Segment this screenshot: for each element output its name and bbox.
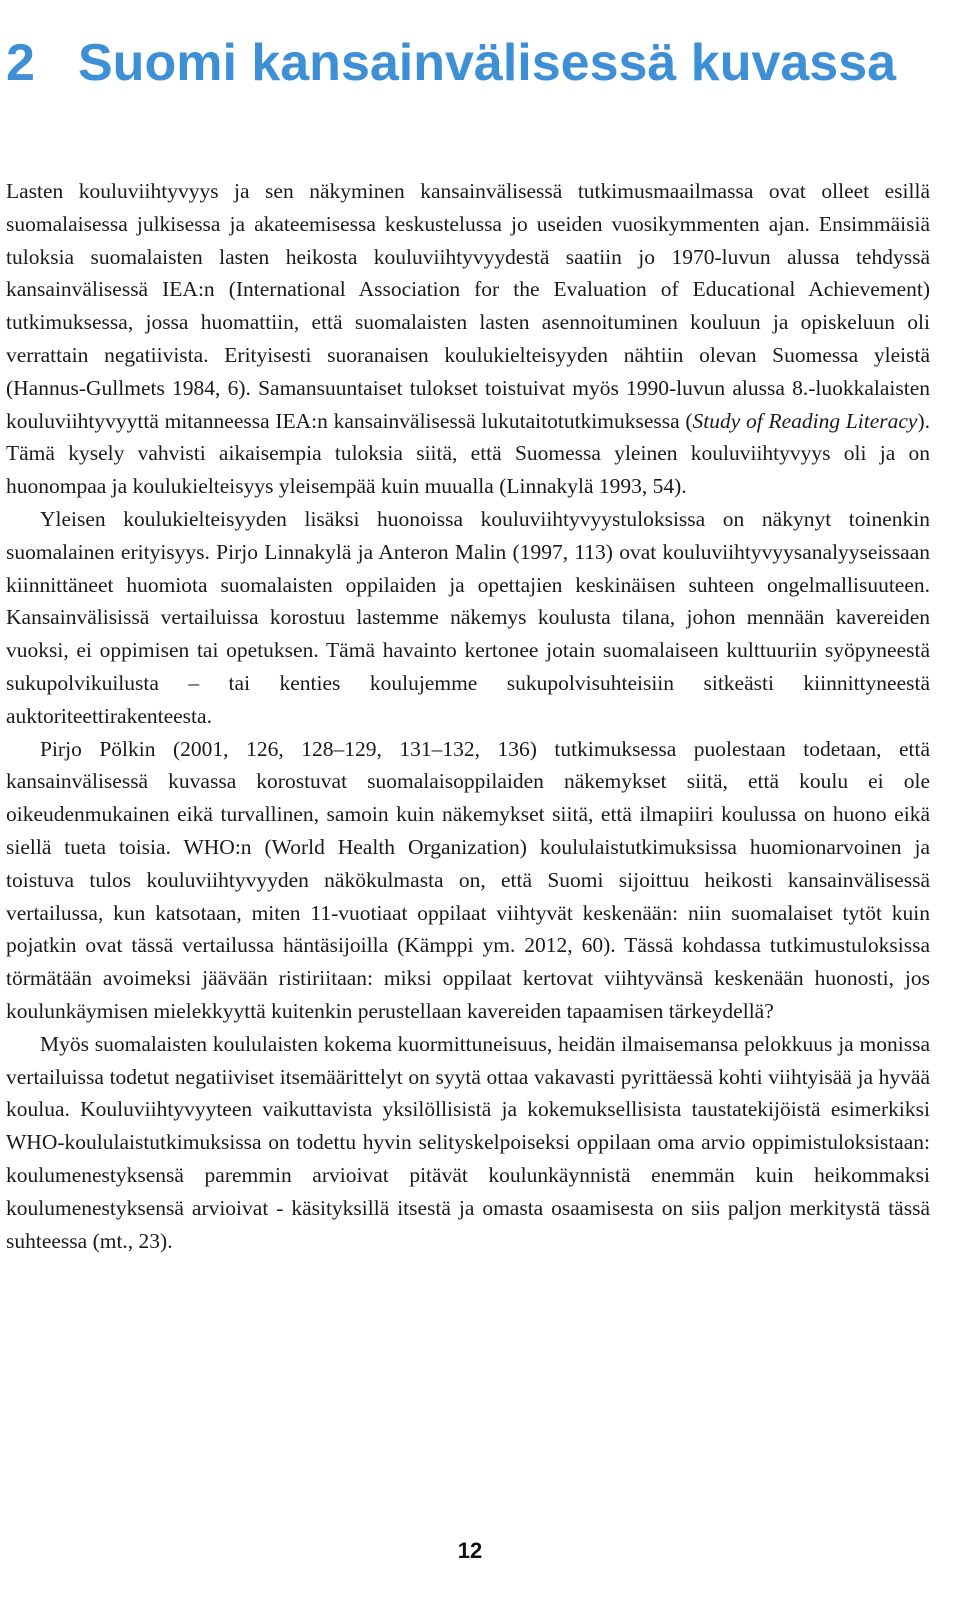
body-text (6, 175, 930, 1257)
paragraph-2: Yleisen koulukielteisyyden lisäksi huonoissa kouluviihtyvyystuloksissa on näkynyt toinenkin suomalainen erityisyys. Pirjo Linnakylä ja Anteron Malin (1997, 113) ovat kouluviihtyvyysanalyyseissaan kiinnittäneet huomiota suomalaisten oppilaiden ja opettajien keskinäisen suhteen ongelmallisuuteen. Kansainvälisissä vertailuissa korostuu lastemme näkemys koulusta tilana, johon mennään kavereiden vuoksi, ei oppimisen tai opetuksen. Tämä havainto kertonee jotain suomalaiseen kulttuuriin syöpyneestä sukupolvikuilusta – tai kenties koulujemme sukupolvisuhteisiin sitkeästi kiinnittyneestä auktoriteettirakenteesta. (6, 506, 930, 728)
paragraph-1-part-b: ). Tämä kysely vahvisti aikaisempia tuloksia siitä, että Suomessa yleinen kouluviihtyvyys oli ja on huonompaa ja koulukielteisyys yleisempää kuin muualla (Linnakylä 1993, 54). (6, 408, 930, 499)
paragraph-1 (6, 175, 930, 503)
paragraph-1-part-a: Lasten kouluviihtyvyys ja sen näkyminen kansainvälisessä tutkimusmaailmassa ovat olleet esillä suomalaisessa julkisessa ja akateemisessa keskustelussa jo useiden vuosikymmenten ajan. Ensimmäisiä tuloksia suomalaisten lasten heikosta kouluviihtyvyydestä saatiin jo 1970-luvun alussa tehdyssä kansainvälisessä IEA:n (International Association for the Evaluation of Educational Achievement) tutkimuksessa, jossa huomattiin, että suomalaisten lasten asennoituminen kouluun ja opiskeluun oli verrattain negatiivista. Erityisesti suoranaisen koulukielteisyyden nähtiin olevan Suomessa yleistä (Hannus-Gullmets 1984, 6). Samansuuntaiset tulokset toistuivat myös 1990-luvun alussa 8.-luokkalaisten kouluviihtyvyyttä mitanneessa IEA:n kansainvälisessä lukutaitotutkimuksessa ( (6, 179, 930, 433)
chapter-heading (6, 29, 946, 97)
paragraph-1-italic-title: Study of Reading Literacy (692, 408, 918, 433)
chapter-number: 2 (6, 33, 35, 92)
chapter-title: Suomi kansainvälisessä kuvassa (78, 33, 897, 92)
paragraph-4: Myös suomalaisten koululaisten kokema kuormittuneisuus, heidän ilmaisemansa pelokkuus ja monissa vertailuissa todetut negatiiviset itsemäärittelyt on syytä ottaa vakavasti pyrittäessä kohti viihtyisää ja hyvää koulua. Kouluviihtyvyyteen vaikuttavista yksilöllisistä ja kokemuksellisista taustatekijöistä esimerkiksi WHO-koululaistutkimuksissa on todettu hyvin selityskelpoiseksi oppilaan oma arvio oppimistuloksistaan: koulumenestyksensä paremmin arvioivat pitävät koulunkäynnistä enemmän kuin heikommaksi koulumenestyksensä arvioivat - käsityksillä itsestä ja omasta osaamisesta on siis paljon merkitystä tässä suhteessa (mt., 23). (6, 1031, 930, 1253)
page-number: 12 (457, 1538, 483, 1563)
paragraph-3: Pirjo Pölkin (2001, 126, 128–129, 131–132, 136) tutkimuksessa puolestaan todetaan, että kansainvälisessä kuvassa korostuvat suomalaisoppilaiden näkemykset siitä, että koulu ei ole oikeudenmukainen eikä turvallinen, samoin kuin näkemykset siitä, että ilmapiiri koulussa on huono eikä siellä tueta toisia. WHO:n (World Health Organization) koululaistutkimuksissa huomionarvoinen ja toistuva tulos kouluviihtyvyyden näkökulmasta on, että Suomi sijoittuu heikosti kansainvälisessä vertailussa, kun katsotaan, miten 11-vuotiaat oppilaat viihtyvät keskenään: niin suomalaiset tytöt kuin pojatkin ovat tässä vertailussa häntäsijoilla (Kämppi ym. 2012, 60). Tässä kohdassa tutkimustuloksissa törmätään avoimeksi jäävään ristiriitaan: miksi oppilaat kertovat viihtyvänsä keskenään huonosti, jos koulunkäymisen mielekkyyttä kuitenkin perustellaan kavereiden tapaamisen tärkeydellä? (6, 736, 930, 1023)
